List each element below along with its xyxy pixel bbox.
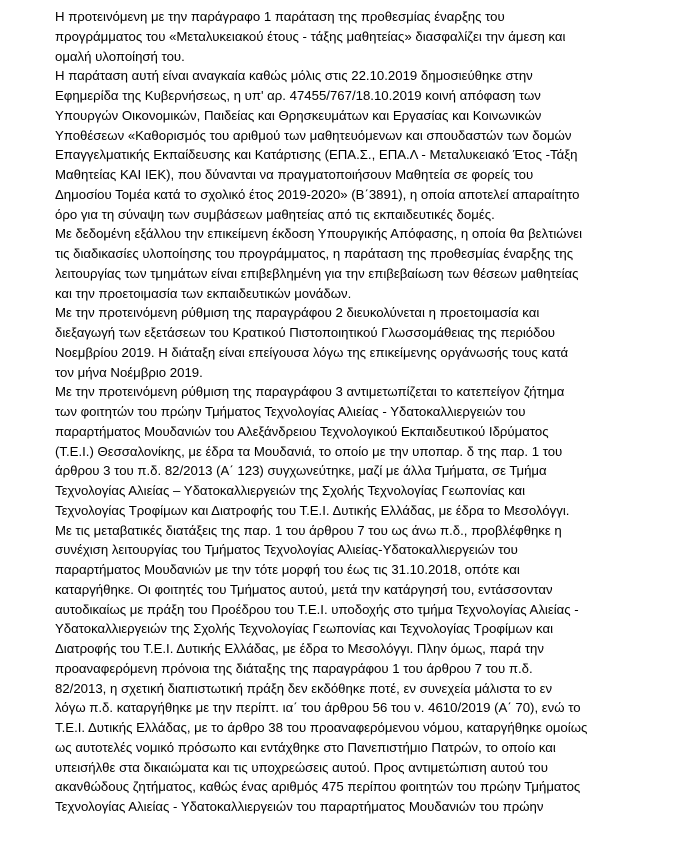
paragraph-extension-necessity: Η παράταση αυτή είναι αναγκαία καθώς μόλις στις 22.10.2019 δημοσιεύθηκε στην Εφημερίδα της Κυβερνήσεως, η υπ' αρ. 47455/767/18.10.2019 κοινή απόφαση των Υπουργών Οικονομικών, Παιδείας και Θρησκευμάτων και Εργασίας και Κοινωνικών Υποθέσεων «Καθορισμός του αριθμού των μαθητευόμενων και σπουδαστών των δομών Επαγγελματικής Εκπαίδευσης και Κατάρτισης (ΕΠΑ.Σ., ΕΠΑ.Λ - Μεταλυκειακό Έτος -Τάξη Μαθητείας ΚΑΙ ΙΕΚ), που δύνανται να πραγματοποιήσουν Μαθητεία σε φορείς του Δημοσίου Τομέα κατά το σχολικό έτος 2019-2020» (Β΄3891), η οποία αποτελεί απαραίτητο όρο για τη σύναψη των συμβάσεων μαθητείας από τις εκπαιδευτικές δομές. [55,68,580,222]
paragraph-ministerial-decision: Με δεδομένη εξάλλου την επικείμενη έκδοση Υπουργικής Απόφασης, η οποία θα βελτιώνει τις διαδικασίες υλοποίησης του προγράμματος, η παράταση της προθεσμίας έναρξης της λειτουργίας των τμημάτων είναι επιβεβλημένη για την επιβεβαίωση των θέσεων μαθητείας και την προετοιμασία των εκπαιδευτικών μονάδων. [55,226,582,301]
paragraph-aquaculture-students: Με την προτεινόμενη ρύθμιση της παραγράφου 3 αντιμετωπίζεται το κατεπείγον ζήτημα των φοιτητών του πρώην Τμήματος Τεχνολογίας Αλιείας - Υδατοκαλλιεργειών του παραρτήματος Μουδανιών του Αλεξάνδρειου Τεχνολογικού Εκπαιδευτικού Ιδρύματος (Τ.Ε.Ι.) Θεσσαλονίκης, με έδρα τα Μουδανιά, το οποίο με την υποπαρ. δ της παρ. 1 του άρθρου 3 του π.δ. 82/2013 (Α΄ 123) συγχωνεύτηκε, μαζί με άλλα Τμήματα, σε Τμήμα Τεχνολογίας Αλιείας – Υδατοκαλλιεργειών της Σχολής Τεχνολογίας Γεωπονίας και Τεχνολογίας Τροφίμων και Διατροφής του Τ.Ε.Ι. Δυτικής Ελλάδας, με έδρα το Μεσολόγγι. Με τις μεταβατικές διατάξεις της παρ. 1 του άρθρου 7 του ως άνω π.δ., προβλέφθηκε η συνέχιση λειτουργίας του Τμήματος Τεχνολογίας Αλιείας-Υδατοκαλλιεργειών του παραρτήματος Μουδανιών με την τότε μορφή του έως τις 31.10.2018, οπότε και καταργήθηκε. Οι φοιτητές του Τμήματος αυτού, μετά την κατάργησή του, εντάσσονταν αυτοδικαίως με πράξη του Προέδρου του Τ.Ε.Ι. υποδοχής στο τμήμα Τεχνολογίας Αλιείας - Υδατοκαλλιεργειών της Σχολής Τεχνολογίας Γεωπονίας και Τεχνολογίας Τροφίμων και Διατροφής του Τ.Ε.Ι. Δυτικής Ελλάδας, με έδρα το Μεσολόγγι. Πλην όμως, παρά την προαναφερόμενη πρόνοια της διάταξης της παραγράφου 1 του άρθρου 7 του π.δ. 82/2013, η σχετική διαπιστωτική πράξη δεν εκδόθηκε ποτέ, εν συνεχεία μάλιστα το εν λόγω π.δ. καταργήθηκε με την περίπτ. ια΄ του άρθρου 56 του ν. 4610/2019 (Α΄ 70), ενώ το Τ.Ε.Ι. Δυτικής Ελλάδας, με το άρθρο 38 του προαναφερόμενου νόμου, καταργήθηκε ομοίως ως αυτοτελές νομικό πρόσωπο και εντάχθηκε στο Πανεπιστήμιο Πατρών, το οποίο και υπεισήλθε στα δικαιώματα και τις υποχρεώσεις αυτού. Προς αντιμετώπιση αυτού του ακανθώδους ζητήματος, καθώς ένας αριθμός 475 περίπου φοιτητών του πρώην Τμήματος Τεχνολογίας Αλιείας - Υδατοκαλλιεργειών του παραρτήματος Μουδανιών του πρώην [55,384,588,814]
paragraph-language-certificate: Με την προτεινόμενη ρύθμιση της παραγράφου 2 διευκολύνεται η προετοιμασία και διεξαγωγή των εξετάσεων του Κρατικού Πιστοποιητικού Γλωσσομάθειας της περιόδου Νοεμβρίου 2019. Η διάταξη είναι επείγουσα λόγω της επικείμενης οργάνωσής τους κατά τον μήνα Νοέμβριο 2019. [55,305,569,380]
paragraph-extension-deadline: Η προτεινόμενη με την παράγραφο 1 παράταση της προθεσμίας έναρξης του προγράμματος του «Μεταλυκειακού έτους - τάξης μαθητείας» διασφαλίζει την άμεση και ομαλή υλοποίησή του. [55,9,566,64]
document-body [55,7,625,817]
